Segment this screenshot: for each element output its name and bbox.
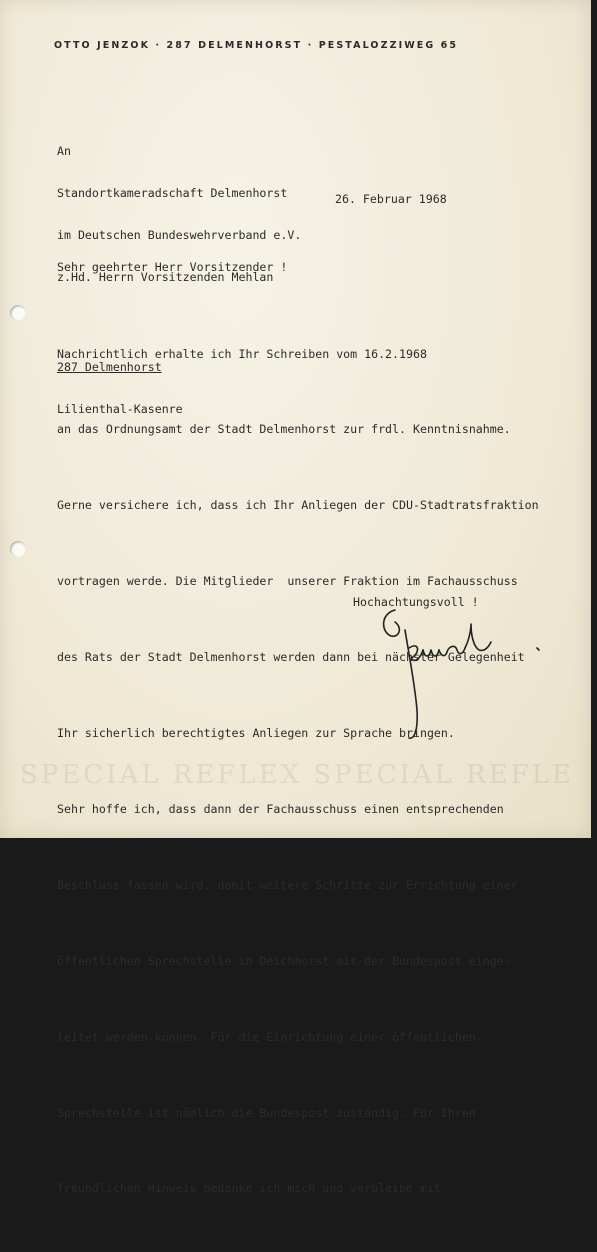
body-line: vortragen werde. Die Mitglieder unserer Fraktion im Fachausschuss [57,574,518,589]
recipient-street: Lilienthal-Kasenre [57,402,183,416]
body-line: Ihr sicherlich berechtigtes Anliegen zur Sprache bringen. [57,726,455,741]
salutation: Sehr geehrter Herr Vorsitzender ! [57,260,288,274]
body-line: freundlichen Hinweis bedanke ich mich und verbleibe mit [57,1181,441,1196]
body-line: öffentlichen Sprechstelle in Deichhorst mit der Bundespost einge- [57,953,511,968]
punch-hole-top [10,305,26,321]
body-line: Beschluss fassen wird, damit weitere Schritte zur Errichtung einer [57,877,518,892]
body-line: Nachrichtlich erhalte ich Ihr Schreiben vom 16.2.1968 [57,346,427,361]
recipient-city: 287 Delmenhorst [57,360,162,374]
body-line: des Rats der Stadt Delmenhorst werden dann bei nächster Gelegenheit [57,650,525,665]
recipient-line: z.Hd. Herrn Vorsitzenden Mehlan [57,270,274,284]
body-line: leitet werden können. Für die Einrichtung einer öffentlichen [57,1029,476,1044]
letter-date: 26. Februar 1968 [335,192,447,206]
body-line: Gerne versichere ich, dass ich Ihr Anliegen der CDU-Stadtratsfraktion [57,498,539,513]
recipient-line: An [57,144,71,158]
recipient-line: im Deutschen Bundeswehrverband e.V. [57,228,302,242]
body-line: an das Ordnungsamt der Stadt Delmenhorst zur frdl. Kenntnisnahme. [57,422,511,437]
paper-watermark: SPECIAL REFLEX SPECIAL REFLE [20,760,574,790]
handwritten-signature [375,600,555,745]
body-line: Sprechstelle ist nämlich die Bundespost zuständig. Für Ihren [57,1105,476,1120]
letterhead: OTTO JENZOK · 287 DELMENHORST · PESTALOZZIWEG 65 [54,40,459,51]
punch-hole-bottom [10,541,26,557]
closing: Hochachtungsvoll ! [353,595,479,609]
recipient-line: Standortkameradschaft Delmenhorst [57,186,288,200]
body-line: Sehr hoffe ich, dass dann der Fachausschuss einen entsprechenden [57,801,504,816]
